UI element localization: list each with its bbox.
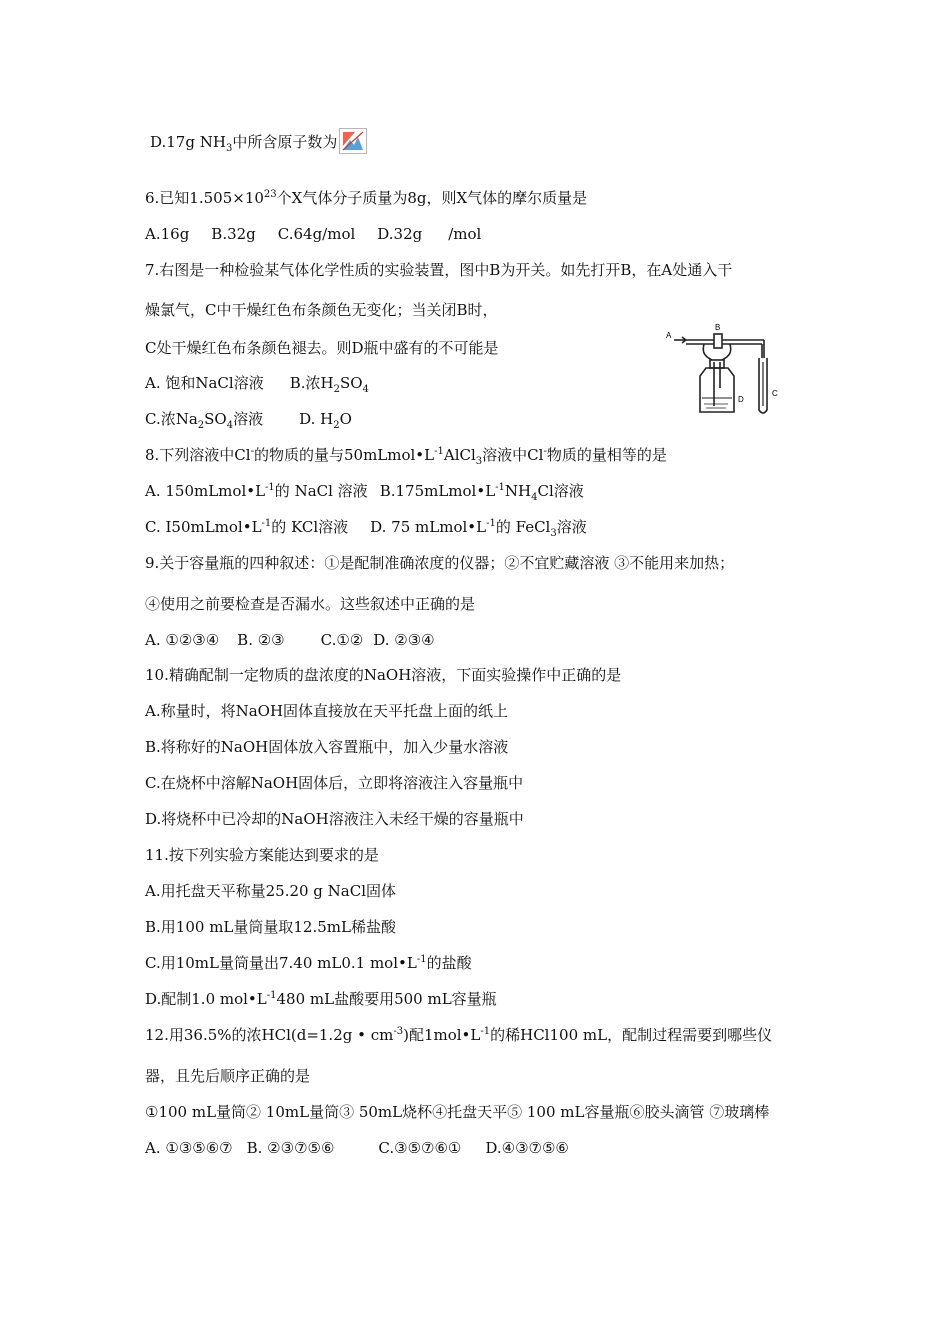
text: 10.精确配制一定物质的盘浓度的NaOH溶液，下面实验操作中正确的是 xyxy=(145,666,622,684)
text: 个X气体分子质量为8g，则X气体的摩尔质量是 xyxy=(276,189,588,207)
q11-option-c xyxy=(145,953,472,973)
text: 11.按下列实验方案能达到要求的是 xyxy=(145,846,379,864)
superscript: -3 xyxy=(393,1026,404,1037)
option-b: B. ②③⑦⑤⑥ xyxy=(246,1139,335,1157)
text: ④使用之前要检查是否漏水。这些叙述中正确的是 xyxy=(145,595,476,613)
option-c: C.③⑤⑦⑥① xyxy=(378,1139,462,1157)
subscript: 3 xyxy=(225,143,233,154)
text: C.用10mL量筒量出7.40 mL0.1 mol•L xyxy=(145,954,417,972)
option-d-unit: /mol xyxy=(448,225,482,243)
text: B.将称好的NaOH固体放入容置瓶中，加入少量水溶液 xyxy=(145,738,509,756)
text: D.17g NH xyxy=(150,133,226,151)
option-a: A. 饱和NaCl溶液 xyxy=(145,374,264,392)
q10-stem xyxy=(145,665,621,685)
q7-stem-3 xyxy=(145,338,499,358)
option-d: D.32g xyxy=(377,225,423,243)
q9-options xyxy=(145,630,435,650)
superscript: -1 xyxy=(486,518,496,529)
label-a: A xyxy=(666,331,672,340)
q8-options-ab xyxy=(145,481,584,501)
superscript: -1 xyxy=(265,482,275,493)
q12-options xyxy=(145,1138,569,1158)
superscript: -1 xyxy=(495,482,505,493)
superscript: -1 xyxy=(434,446,444,457)
q9-stem-1 xyxy=(145,553,734,573)
option-b: B.32g xyxy=(211,225,256,243)
option-c: C. I50mLmol•L xyxy=(145,518,262,536)
text: 12.用36.5%的浓HCl(d=1.2g • cm xyxy=(145,1026,394,1044)
text: AlCl xyxy=(443,446,476,464)
subscript: 4 xyxy=(226,420,234,431)
q11-option-a xyxy=(145,881,396,901)
text: 物质的量相等的是 xyxy=(546,446,667,464)
text: A.用托盘天平称量25.20 g NaCl固体 xyxy=(145,882,397,900)
text: 的盐酸 xyxy=(426,954,472,972)
option-b: B.175mLmol•L xyxy=(379,482,496,500)
text: 的 FeCl xyxy=(495,518,551,536)
option-c: C.①② xyxy=(320,631,364,649)
q7-stem-2 xyxy=(145,300,498,320)
subscript: 2 xyxy=(333,420,340,431)
subscript: 4 xyxy=(362,384,369,395)
superscript: -1 xyxy=(480,1026,491,1037)
text: ①100 mL量筒② 10mL量筒③ 50mL烧杯④托盘天平⑤ 100 mL容量瓶⑥胶头滴管 ⑦玻璃棒 xyxy=(145,1103,770,1121)
text: 溶液中Cl xyxy=(482,446,544,464)
q12-stem-2 xyxy=(145,1066,310,1086)
superscript: -1 xyxy=(261,518,272,529)
text: A.称量时，将NaOH固体直接放在天平托盘上面的纸上 xyxy=(145,702,509,720)
option-d: D. H xyxy=(299,410,334,428)
subscript: 3 xyxy=(550,528,557,539)
superscript: -1 xyxy=(416,954,427,965)
q7-options-cd xyxy=(145,409,352,429)
q8-options-cd xyxy=(145,517,587,537)
q11-option-b xyxy=(145,917,396,937)
q7-stem-1 xyxy=(145,260,732,280)
text: D.将烧杯中已冷却的NaOH溶液注入未经干燥的容量瓶中 xyxy=(145,810,524,828)
q7-options-ab xyxy=(145,373,369,393)
subscript: 2 xyxy=(197,420,205,431)
superscript: -1 xyxy=(266,990,277,1001)
q10-option-a xyxy=(145,701,508,721)
superscript: - xyxy=(250,446,254,457)
text: 中所含原子数为 xyxy=(232,133,338,151)
text: C处干燥红色布条颜色褪去。则D瓶中盛有的不可能是 xyxy=(145,339,499,357)
subscript: 4 xyxy=(531,492,538,503)
text: 7.右图是一种检验某气体化学性质的实验装置，图中B为开关。如先打开B，在A处通入干 xyxy=(145,261,733,279)
text: SO xyxy=(204,410,227,428)
option-d: D. ②③④ xyxy=(373,631,435,649)
q12-stem-1 xyxy=(145,1025,772,1045)
q11-option-d xyxy=(145,989,497,1009)
subscript: 3 xyxy=(475,456,483,467)
option-b: B. ②③ xyxy=(237,631,285,649)
option-c: C.64g/mol xyxy=(277,225,356,243)
option-a: A. 150mLmol•L xyxy=(145,482,266,500)
q10-option-d xyxy=(145,809,524,829)
option-a: A. ①③⑤⑥⑦ xyxy=(145,1139,233,1157)
q9-stem-2 xyxy=(145,594,475,614)
text: 的稀HCl100 mL，配制过程需要到哪些仪 xyxy=(490,1026,773,1044)
subscript: 2 xyxy=(333,384,340,395)
text: C.在烧杯中溶解NaOH固体后，立即将溶液注入容量瓶中 xyxy=(145,774,524,792)
superscript: - xyxy=(543,446,547,457)
option-a: A.16g xyxy=(145,225,190,243)
q11-stem xyxy=(145,845,379,865)
label-b: B xyxy=(715,323,721,332)
text: O xyxy=(339,410,352,428)
text: 器，且先后顺序正确的是 xyxy=(145,1067,311,1085)
q12-instrument-list xyxy=(145,1102,769,1122)
text: 6.已知1.505×10 xyxy=(145,189,264,207)
text: )配1mol•L xyxy=(403,1026,481,1044)
text: 9.关于容量瓶的四种叙述：①是配制准确浓度的仪器；②不宜贮藏溶液 ③不能用来加热； xyxy=(145,554,735,572)
text: NH xyxy=(504,482,532,500)
apparatus-figure xyxy=(664,318,794,420)
text: Cl溶液 xyxy=(537,482,584,500)
text: B.用100 mL量筒量取12.5mL稀盐酸 xyxy=(145,918,396,936)
text: 的 NaCl 溶液 xyxy=(274,482,368,500)
broken-image-icon xyxy=(339,128,367,154)
text: SO xyxy=(339,374,363,392)
q6-stem xyxy=(145,188,587,208)
q5-option-d xyxy=(150,128,367,154)
text: 的物质的量与50mLmol•L xyxy=(253,446,435,464)
apparatus-diagram xyxy=(664,318,794,420)
text: 燥氯气，C中干燥红色布条颜色无变化；当关闭B时， xyxy=(145,301,498,319)
text: 溶液 xyxy=(556,518,587,536)
text: 溶液 xyxy=(233,410,264,428)
q8-stem xyxy=(145,445,667,465)
text: D.配制1.0 mol•L xyxy=(145,990,267,1008)
text: 的 KCl溶液 xyxy=(271,518,349,536)
superscript: 23 xyxy=(263,189,277,200)
option-b: B.浓H xyxy=(289,374,334,392)
text: 8.下列溶液中Cl xyxy=(145,446,251,464)
option-d: D.④③⑦⑤⑥ xyxy=(485,1139,569,1157)
q10-option-c xyxy=(145,773,523,793)
q6-options xyxy=(145,224,481,244)
label-c: C xyxy=(772,389,778,398)
q10-option-b xyxy=(145,737,508,757)
text: 480 mL盐酸要用500 mL容量瓶 xyxy=(276,990,497,1008)
option-c: C.浓Na xyxy=(145,410,198,428)
option-d: D. 75 mLmol•L xyxy=(370,518,487,536)
label-d: D xyxy=(738,395,744,404)
option-a: A. ①②③④ xyxy=(145,631,220,649)
